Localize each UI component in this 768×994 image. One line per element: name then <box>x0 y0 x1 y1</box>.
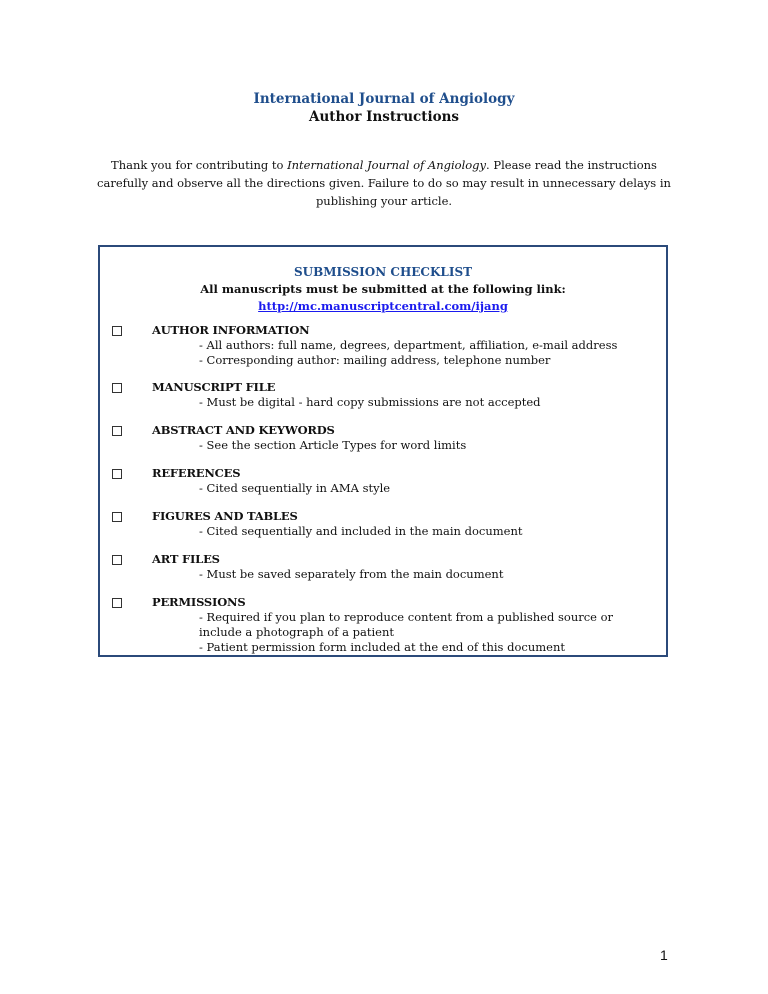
checklist-item-detail: - Corresponding author: mailing address, telephone number <box>199 353 551 367</box>
checklist-item-title: ART FILES <box>152 552 220 566</box>
checklist-item-title: REFERENCES <box>152 466 241 480</box>
checkbox[interactable] <box>112 383 122 393</box>
checklist-instruction: All manuscripts must be submitted at the following link: <box>200 282 566 296</box>
submission-link[interactable]: http://mc.manuscriptcentral.com/ijang <box>258 299 508 313</box>
journal-title: International Journal of Angiology <box>253 91 515 107</box>
checklist-item-title: PERMISSIONS <box>152 595 246 609</box>
intro-paragraph <box>90 156 678 210</box>
page-number: 1 <box>660 947 668 963</box>
checklist-item-detail: - Cited sequentially in AMA style <box>199 481 391 495</box>
submission-checklist-box <box>98 245 668 657</box>
checklist-title: SUBMISSION CHECKLIST <box>293 265 473 279</box>
checkbox[interactable] <box>112 598 122 608</box>
checkbox[interactable] <box>112 326 122 336</box>
checklist-item-detail: - Cited sequentially and included in the main document <box>199 524 523 538</box>
checklist-item-detail: - Required if you plan to reproduce content from a published source or include a photograph of a patient <box>199 610 614 639</box>
checklist-item-title: FIGURES AND TABLES <box>152 509 298 523</box>
checklist-item-title: ABSTRACT AND KEYWORDS <box>152 423 335 437</box>
checklist-item-detail: - Must be saved separately from the main document <box>199 567 504 581</box>
checklist-item-detail: - Must be digital - hard copy submissions are not accepted <box>199 395 541 409</box>
checkbox[interactable] <box>112 555 122 565</box>
checklist-item-title: MANUSCRIPT FILE <box>152 380 276 394</box>
intro-text-before: Thank you for contributing to <box>111 158 288 172</box>
intro-journal-name: International Journal of Angiology <box>287 158 487 172</box>
checkbox[interactable] <box>112 426 122 436</box>
checklist-item-detail: - All authors: full name, degrees, department, affiliation, e-mail address <box>199 338 618 352</box>
intro-text-after: . Please read the instructions carefully and observe all the directions given. Failure to do so may result in unnecessary delays in publishing your article. <box>97 158 671 208</box>
checklist-item-detail: - See the section Article Types for word limits <box>199 438 467 452</box>
checkbox[interactable] <box>112 469 122 479</box>
checklist-item-title: AUTHOR INFORMATION <box>152 323 310 337</box>
checkbox[interactable] <box>112 512 122 522</box>
document-subtitle: Author Instructions <box>308 109 460 125</box>
checklist-item-detail: - Patient permission form included at the end of this document <box>199 640 565 654</box>
